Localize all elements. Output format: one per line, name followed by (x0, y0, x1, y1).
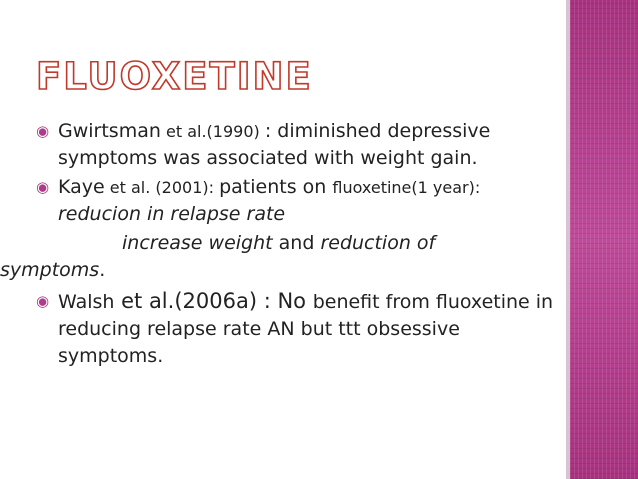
slide-content (0, 118, 556, 372)
kaye-continuation (36, 230, 556, 257)
kaye-period: . (99, 259, 106, 281)
kaye-tail (0, 257, 520, 284)
kaye-reduction-of: reduction of (320, 232, 436, 254)
author-walsh: Walsh (58, 291, 115, 313)
finding-walsh: benefit from fluoxetine in reducing relapse rate AN but ttt obsessive symptoms. (58, 291, 554, 367)
decorative-side-bar (570, 0, 638, 479)
kaye-increase-weight: increase weight (122, 232, 273, 254)
bullet-item-walsh (36, 288, 556, 370)
finding-gwirtsman: : diminished depressive symptoms was associated with weight gain. (58, 120, 491, 169)
target-bullet-icon: ◉ (36, 122, 50, 140)
target-bullet-icon: ◉ (36, 292, 50, 310)
author-kaye: Kaye (58, 176, 105, 198)
author-gwirtsman: Gwirtsman (58, 120, 161, 142)
finding-kaye-italic: reducion in relapse rate (58, 203, 286, 225)
kaye-symptoms: symptoms (0, 259, 100, 281)
citation-walsh: et al.(2006a) : No (114, 289, 313, 313)
bullet-item-kaye (36, 174, 556, 228)
finding-kaye-text: patients on (219, 176, 333, 198)
citation-kaye: et al. (2001): (104, 178, 220, 197)
bullet-item-gwirtsman (36, 118, 556, 172)
citation-gwirtsman: et al.(1990) (160, 122, 265, 141)
drug-kaye: fluoxetine(1 year): (332, 178, 481, 197)
slide-title: FLUOXETINE (36, 55, 313, 98)
kaye-and: and (272, 232, 321, 254)
target-bullet-icon: ◉ (36, 178, 50, 196)
